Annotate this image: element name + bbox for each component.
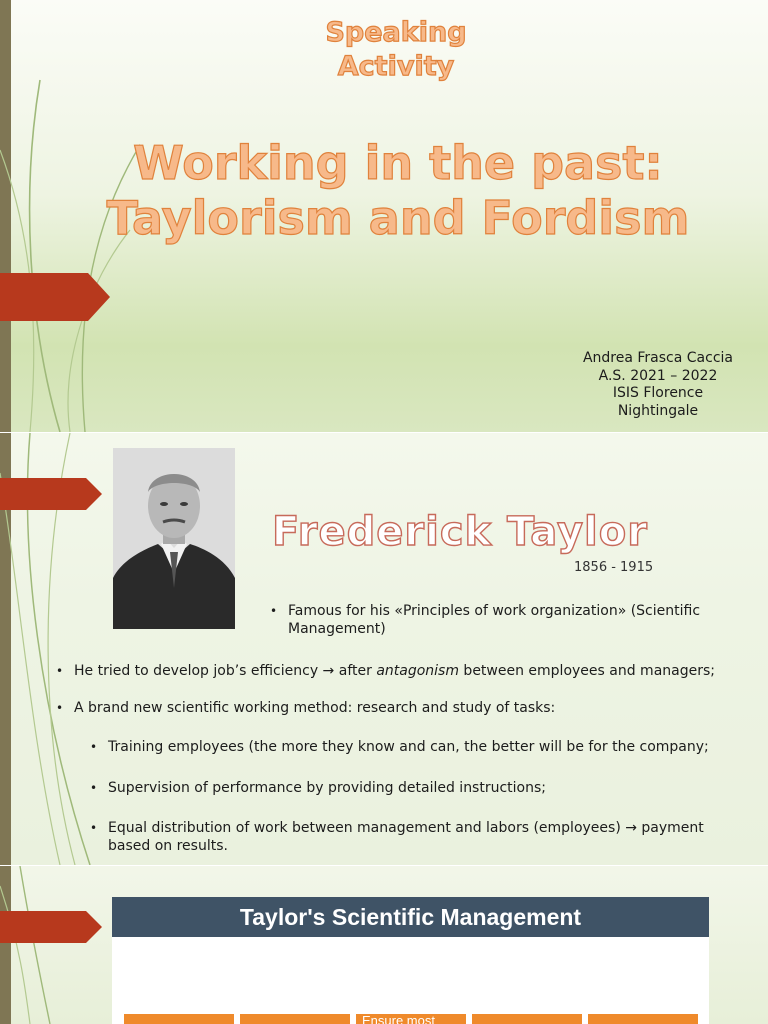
- arrow-tag-icon: [0, 478, 102, 510]
- sub-bullet-list-2: [90, 780, 750, 798]
- sub-bullet-list-3: [90, 820, 750, 855]
- author-name: Andrea Frasca Caccia: [582, 350, 734, 366]
- presentation-title: Working in the past: Taylorism and Fordism: [106, 136, 690, 245]
- slide-scientific-management: [0, 866, 768, 1024]
- arrow-tag-icon: [0, 911, 102, 943]
- slide-side-bar: [0, 0, 11, 432]
- main-bullet-list-2: [56, 700, 756, 718]
- slide-side-bar: [0, 866, 11, 1024]
- main-bullet-list: [56, 663, 756, 681]
- list-item: • Famous for his «Principles of work organization» (Scientific Management): [270, 603, 740, 638]
- slide-frederick-taylor: [0, 433, 768, 865]
- portrait-illustration: [113, 448, 235, 629]
- list-item: • Training employees (the more they know and can, the better will be for the company;: [90, 739, 750, 757]
- sub-bullet-list: [90, 739, 750, 757]
- slide-title-frederick-taylor: Frederick Taylor: [272, 509, 648, 555]
- diagram-card: [112, 937, 709, 1024]
- slide-title: [0, 0, 768, 432]
- principle-box: [240, 1014, 350, 1024]
- speaking-activity-heading: Speaking Activity: [325, 17, 467, 82]
- principle-box: Ensure most: [356, 1014, 466, 1024]
- school-name: ISIS Florence: [612, 385, 704, 401]
- principle-box: [588, 1014, 698, 1024]
- principle-box: [124, 1014, 234, 1024]
- life-years: 1856 - 1915: [574, 560, 654, 575]
- list-item: • He tried to develop job’s efficiency → after antagonism between employees and managers;: [56, 663, 756, 681]
- principle-box: [472, 1014, 582, 1024]
- frederick-taylor-portrait: [113, 448, 235, 629]
- arrow-tag-icon: [0, 273, 110, 321]
- banner-title: Taylor's Scientific Management: [112, 897, 709, 937]
- list-item: • Supervision of performance by providing detailed instructions;: [90, 780, 750, 798]
- list-item: • A brand new scientific working method: research and study of tasks:: [56, 700, 756, 718]
- famous-bullet-list: [270, 603, 740, 638]
- list-item: • Equal distribution of work between management and labors (employees) → payment based on results.: [90, 820, 750, 855]
- school-name-cont: Nightingale: [617, 402, 699, 419]
- author-block: [560, 350, 756, 420]
- school-year: A.S. 2021 – 2022: [598, 367, 718, 384]
